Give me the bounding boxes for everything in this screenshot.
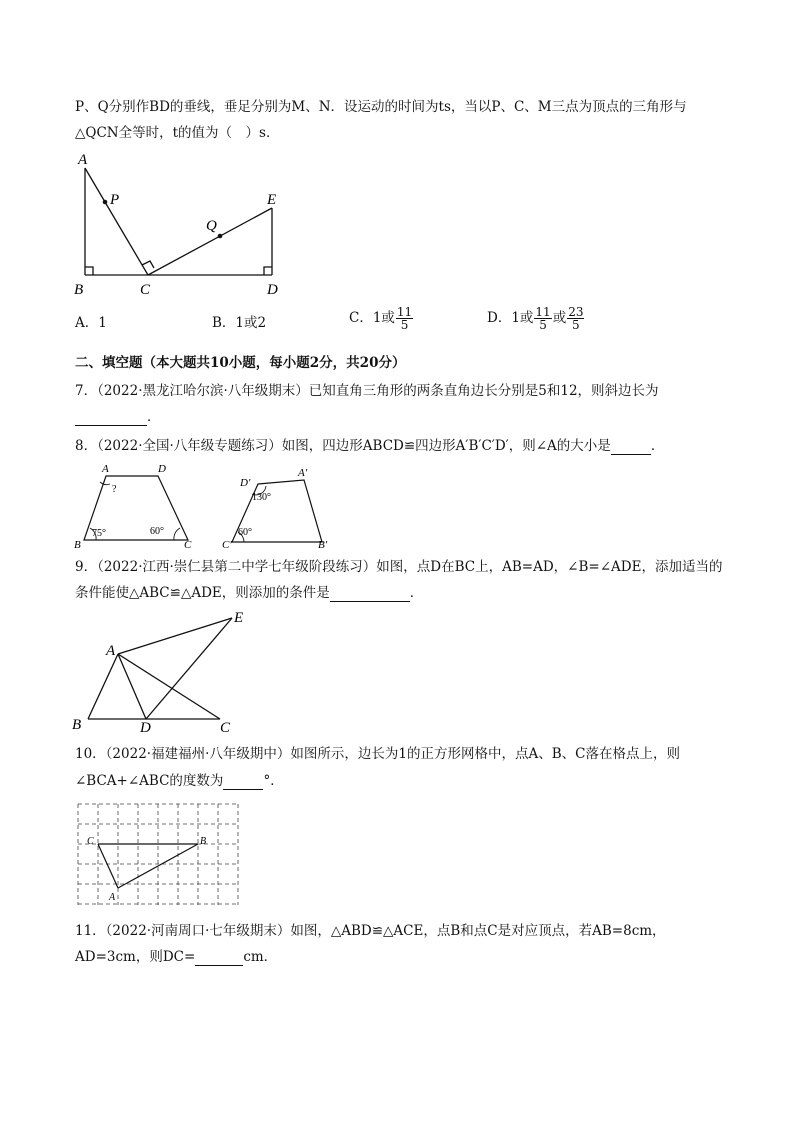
q9-tail: ． <box>409 585 424 601</box>
label-c-prime: C′ <box>222 539 232 551</box>
q7-answer-line <box>75 408 161 426</box>
label-a: A <box>102 463 109 475</box>
q7-text-line1: 7．（2022·黑龙江哈尔滨·八年级期末）已知直角三角形的两条直角边长分别是5和12，则斜边长为 <box>75 383 659 399</box>
angle-d-prime-value: 130° <box>252 492 271 503</box>
fraction-numerator: 23 <box>568 305 584 319</box>
angle-b-value: 75° <box>92 528 106 539</box>
fraction-denominator: 5 <box>539 318 547 332</box>
fraction <box>396 306 413 331</box>
q10-text-main: ∠BCA+∠ABC的度数为 <box>75 773 224 789</box>
q6-option-c[interactable] <box>349 306 414 331</box>
q6-option-c-prefix: C．1或 <box>349 310 395 326</box>
angle-unknown: ? <box>112 484 117 495</box>
fraction-numerator: 11 <box>535 305 551 319</box>
fraction <box>567 306 584 331</box>
q10-tail: °． <box>263 773 284 789</box>
label-d-prime: D′ <box>240 477 251 489</box>
angle-c-value: 60° <box>150 526 164 537</box>
q9-text-line2 <box>75 584 423 602</box>
label-b: B <box>74 282 84 298</box>
q11-text-line1: 11．（2022·河南周口·七年级期末）如图，△ABD≌△ACE，点B和点C是对应顶点，若AB=8cm， <box>75 923 666 939</box>
point-q-dot <box>218 234 223 239</box>
fraction <box>534 306 551 331</box>
q6-text-line2: △QCN全等时，t的值为（ ）s． <box>75 125 280 141</box>
point-p-dot <box>103 200 108 205</box>
q7-tail: ． <box>147 409 161 425</box>
q6-option-d-mid: 或 <box>552 310 567 326</box>
q6-option-d-prefix: D．1或 <box>487 310 534 326</box>
label-d: D <box>267 282 278 298</box>
label-e: E <box>234 610 244 626</box>
label-c: C <box>220 720 231 734</box>
fraction-numerator: 11 <box>396 305 413 319</box>
label-c: C <box>140 282 151 298</box>
q9-text-line1: 9．（2022·江西·崇仁县第二中学七年级阶段练习）如图，点D在BC上，AB=AD，∠B=∠ADE，添加适当的 <box>75 559 723 575</box>
q9-figure <box>68 608 258 734</box>
label-d: D <box>158 463 166 475</box>
label-e: E <box>267 192 277 208</box>
label-a: A <box>106 643 116 659</box>
label-d: D <box>140 720 151 734</box>
q10-grid-figure <box>72 800 242 910</box>
q6-figure <box>70 150 290 300</box>
q8-tail: ． <box>650 438 665 454</box>
label-a: A <box>78 152 88 168</box>
label-b: B <box>74 539 81 551</box>
q6-option-a[interactable]: A．1 <box>75 315 107 331</box>
q6-text-line1: P、Q分别作BD的垂线，垂足分别为M、N．设运动的时间为ts，当以P、C、M三点为顶点的三角形与 <box>75 99 687 115</box>
label-a-prime: A′ <box>298 467 308 479</box>
label-q: Q <box>206 218 217 234</box>
fraction-denominator: 5 <box>400 318 409 332</box>
label-a: A <box>109 892 116 903</box>
q10-answer-blank[interactable] <box>223 775 263 790</box>
q11-tail: cm． <box>243 949 278 965</box>
q11-text-line2 <box>75 948 277 966</box>
q11-text-main: AD=3cm，则DC= <box>75 949 196 965</box>
label-b: B <box>72 717 82 733</box>
label-c: C <box>184 539 192 551</box>
q8-answer-blank[interactable] <box>611 440 651 455</box>
q9-answer-blank[interactable] <box>330 587 410 602</box>
label-b: B <box>200 836 207 847</box>
q8-text <box>75 437 664 455</box>
q9-text-main: 条件能使△ABC≌△ADE，则添加的条件是 <box>75 585 330 601</box>
q8-figure-abcd-prime <box>222 462 342 552</box>
label-b-prime: B′ <box>318 539 328 551</box>
q7-answer-blank[interactable] <box>75 411 147 426</box>
q8-figure-abcd <box>70 462 200 552</box>
q8-text-main: 8．（2022·全国·八年级专题练习）如图，四边形ABCD≌四边形A′B′C′D′，则∠A的大小是 <box>75 438 611 454</box>
label-c: C <box>87 836 94 847</box>
angle-c-prime-value: 60° <box>238 527 252 538</box>
label-p: P <box>110 192 120 208</box>
q6-option-d[interactable] <box>487 306 585 331</box>
q6-option-b[interactable]: B．1或2 <box>212 315 267 331</box>
fraction-denominator: 5 <box>572 318 580 332</box>
section-2-heading: 二、填空题（本大题共10小题，每小题2分，共20分） <box>75 355 406 371</box>
q10-text-line2 <box>75 772 284 790</box>
q10-text-line1: 10．（2022·福建福州·八年级期中）如图所示，边长为1的正方形网格中，点A、B、C落在格点上，则 <box>75 746 680 762</box>
q11-answer-blank[interactable] <box>195 951 243 966</box>
